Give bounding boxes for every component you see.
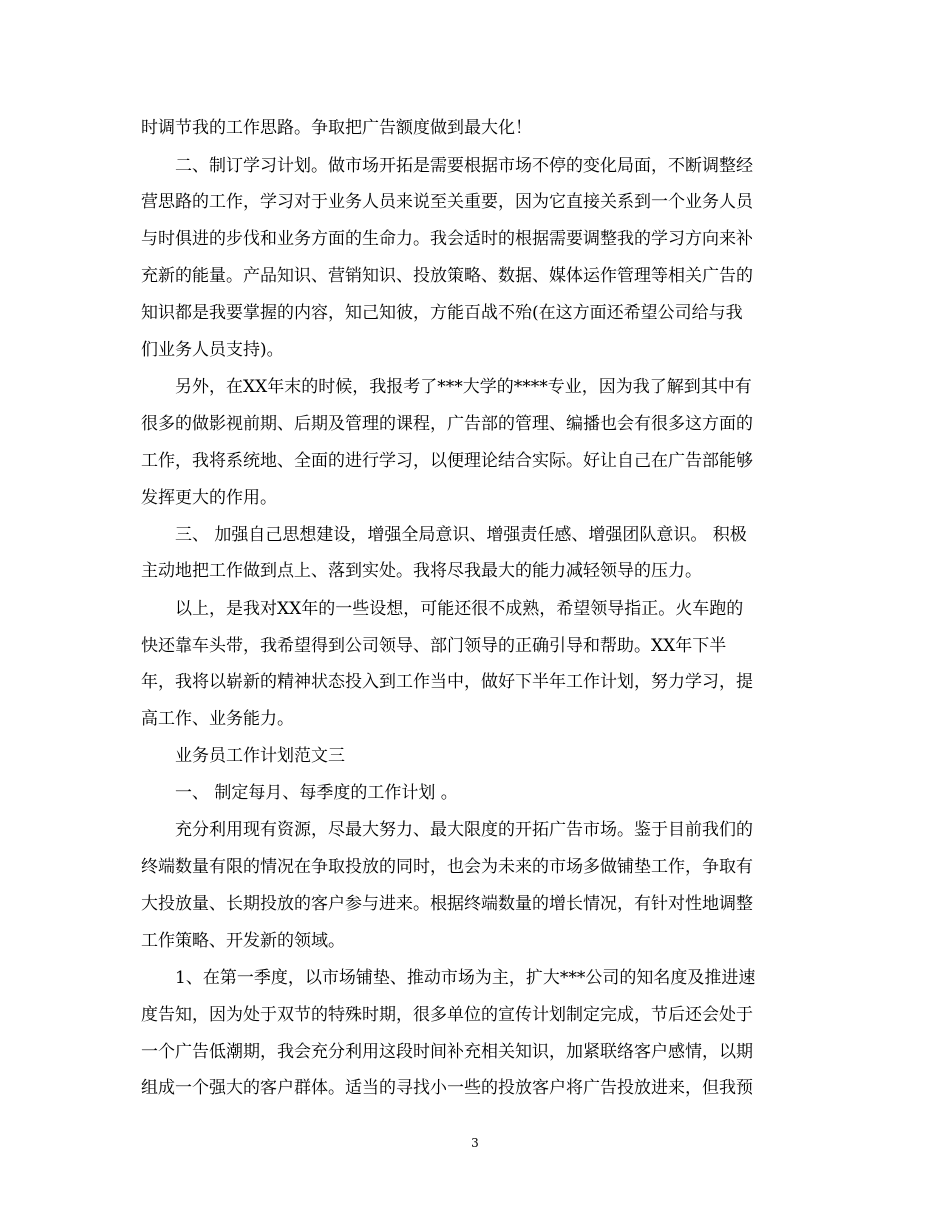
text-line: 工作，我将系统地、全面的进行学习，以便理论结合实际。好让自己在广告部能够 [141,451,753,471]
text-line: 二、制订学习计划。做市场开拓是需要根据市场不停的变化局面，不断调整经 [175,156,753,176]
text-line: 快还靠车头带，我希望得到公司领导、部门领导的正确引导和帮助。XX年下半 [141,636,727,656]
text-line: 充分利用现有资源，尽最大努力、最大限度的开拓广告市场。鉴于目前我们的 [175,820,753,840]
text-line: 三、 加强自己思想建设，增强全局意识、增强责任感、增强团队意识。 积极 [175,525,747,545]
text-line: 一个广告低潮期，我会充分利用这段时间补充相关知识，加紧联络客户感情，以期 [141,1042,753,1062]
text-line: 充新的能量。产品知识、营销知识、投放策略、数据、媒体运作管理等相关广告的 [141,266,753,286]
text-line: 营思路的工作，学习对于业务人员来说至关重要，因为它直接关系到一个业务人员 [141,192,753,212]
text-line: 发挥更大的作用。 [141,488,277,508]
text-line: 工作策略、开发新的领域。 [141,931,345,951]
text-line: 年，我将以崭新的精神状态投入到工作当中，做好下半年工作计划，努力学习，提 [141,672,753,692]
text-line: 很多的做影视前期、后期及管理的课程，广告部的管理、编播也会有很多这方面的 [141,414,753,434]
text-line: 知识都是我要掌握的内容，知己知彼，方能百战不殆(在这方面还希望公司给与我 [141,303,743,323]
page-number: 3 [471,1136,479,1150]
text-line: 高工作、业务能力。 [141,709,294,729]
text-line: 另外，在XX年末的时候，我报考了***大学的****专业，因为我了解到其中有 [175,377,752,397]
text-line: 大投放量、长期投放的客户参与进来。根据终端数量的增长情况，有针对性地调整 [141,894,753,914]
text-line: 终端数量有限的情况在争取投放的同时，也会为未来的市场多做铺垫工作，争取有 [141,857,753,877]
text-line: 时调节我的工作思路。争取把广告额度做到最大化！ [141,118,532,138]
text-line: 主动地把工作做到点上、落到实处。我将尽我最大的能力减轻领导的压力。 [141,561,702,581]
text-line: 1、在第一季度，以市场铺垫、推动市场为主，扩大***公司的知名度及推进速 [175,968,756,988]
section-heading: 业务员工作计划范文三 [175,746,345,766]
text-line: 组成一个强大的客户群体。适当的寻找小一些的投放客户将广告投放进来，但我预 [141,1078,753,1098]
text-line: 以上，是我对XX年的一些设想，可能还很不成熟，希望领导指正。火车跑的 [175,599,744,619]
text-line: 与时俱进的步伐和业务方面的生命力。我会适时的根据需要调整我的学习方向来补 [141,229,753,249]
text-line: 们业务人员支持)。 [141,340,284,360]
text-line: 一、 制定每月、每季度的工作计划 。 [175,783,458,803]
text-line: 度告知，因为处于双节的特殊时期，很多单位的宣传计划制定完成，节后还会处于 [141,1005,753,1025]
